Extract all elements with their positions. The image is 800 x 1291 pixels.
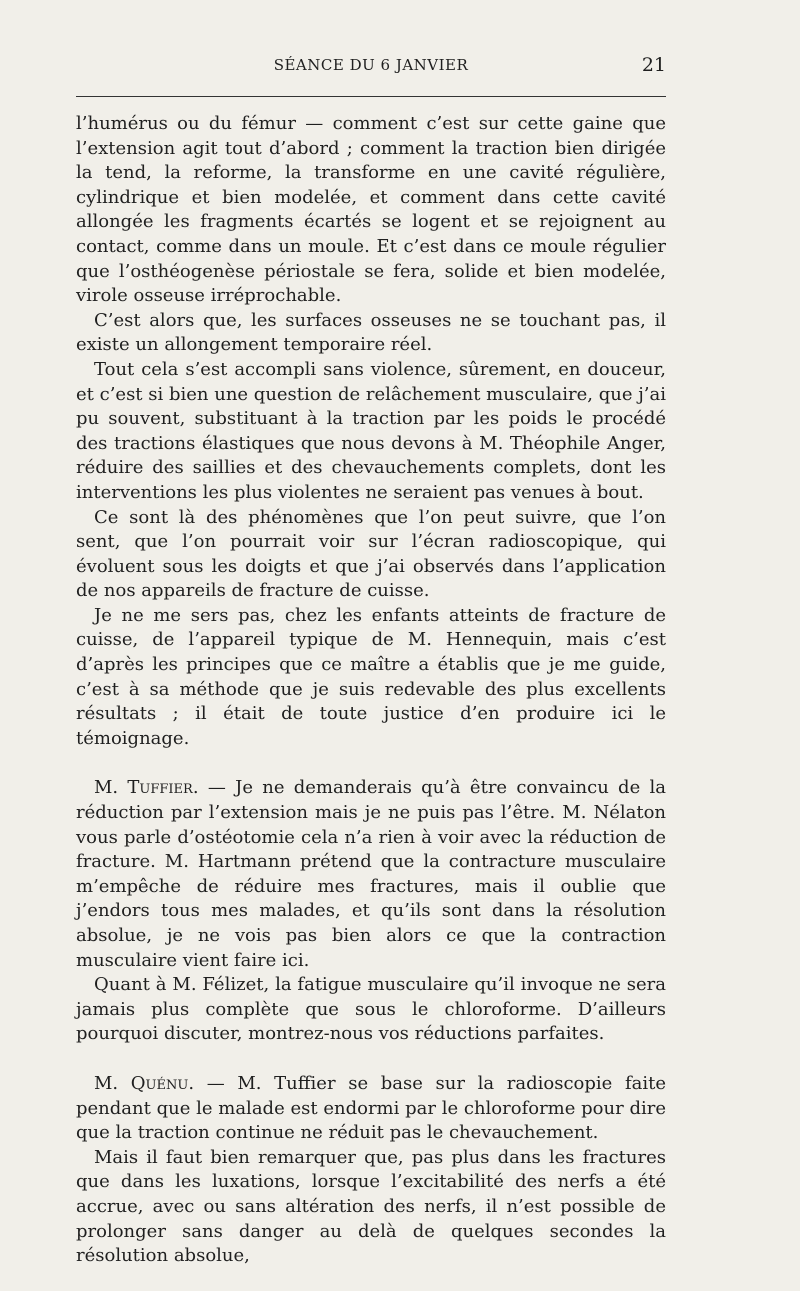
paragraph: Tout cela s’est accompli sans violence, sûrement, en douceur, et c’est si bien une question de relâchement musculaire, que j’ai pu souvent, substituant à la traction par les poids le procédé des tractions élastiques que nous devons à M. Théophile Anger, réduire des saillies et des chevauchements complets, dont les interventions les plus violentes ne seraient pas venues à bout. — [76, 358, 666, 503]
speaker-text: — Je ne demanderais qu’à être convaincu de la réduction par l’extension mais je ne puis pas l’être. M. Nélaton vous parle d’ostéotomie cela n’a rien à voir avec la réduction de fracture. M. Hartmann prétend que la contracture musculaire m’empêche de réduire mes fractures, mais il oublie que j’endors tous mes malades, et qu’ils sont dans la résolution absolue, je ne vois pas bien alors ce que la contraction musculaire vient faire ici. — [76, 777, 666, 971]
speaker-name: M. Tuffier. — [94, 777, 199, 799]
paragraph-speaker-tuffier — [76, 776, 666, 973]
page-number: 21 — [641, 54, 666, 76]
header-rule — [76, 96, 666, 97]
speaker-text: — M. Tuffier se base sur la radioscopie faite pendant que le malade est endormi par le chloroforme pour dire que la traction continue ne réduit pas le chevauchement. — [76, 1072, 666, 1144]
paragraph: Ce sont là des phénomènes que l’on peut suivre, que l’on sent, que l’on pourrait voir sur l’écran radioscopique, qui évoluent sous les doigts et que j’ai observés dans l’application de nos appareils de fracture de cuisse. — [76, 506, 666, 602]
paragraph: C’est alors que, les surfaces osseuses ne se touchant pas, il existe un allongement temporaire réel. — [76, 309, 666, 356]
paragraph: Quant à M. Félizet, la fatigue musculaire qu’il invoque ne sera jamais plus complète que sous le chloroforme. D’ailleurs pourquoi discuter, montrez-nous vos réductions parfaites. — [76, 974, 666, 1045]
header-title: SÉANCE DU 6 JANVIER — [273, 56, 469, 74]
running-header — [76, 56, 666, 86]
paragraph: Je ne me sers pas, chez les enfants atteints de fracture de cuisse, de l’appareil typique de M. Hennequin, mais c’est d’après les principes que ce maître a établis que je me guide, c’est à sa méthode que je suis redevable des plus excellents résultats ; il était de toute justice d’en produire ici le témoignage. — [76, 604, 666, 749]
paragraph-speaker-quenu — [76, 1072, 666, 1146]
paragraph-continuation: l’humérus ou du fémur — comment c’est sur cette gaine que l’extension agit tout d’abord ; comment la traction bien dirigée la tend, la reforme, la transforme en une cavité régulière, cylindrique et bien modelée, et comment dans cette cavité allongée les fragments écartés se logent et se rejoignent au contact, comme dans un moule. Et c’est dans ce moule régulier que l’osthéogenèse périostale se fera, solide et bien modelée, virole osseuse irréprochable. — [76, 113, 666, 307]
body-text — [76, 112, 666, 1269]
speaker-name: M. Quénu. — [94, 1072, 195, 1094]
paragraph: Mais il faut bien remarquer que, pas plus dans les fractures que dans les luxations, lorsque l’excitabilité des nerfs a été accrue, avec ou sans altération des nerfs, il n’est possible de prolonger sans danger au delà de quelques secondes la résolution absolue, — [76, 1146, 666, 1267]
